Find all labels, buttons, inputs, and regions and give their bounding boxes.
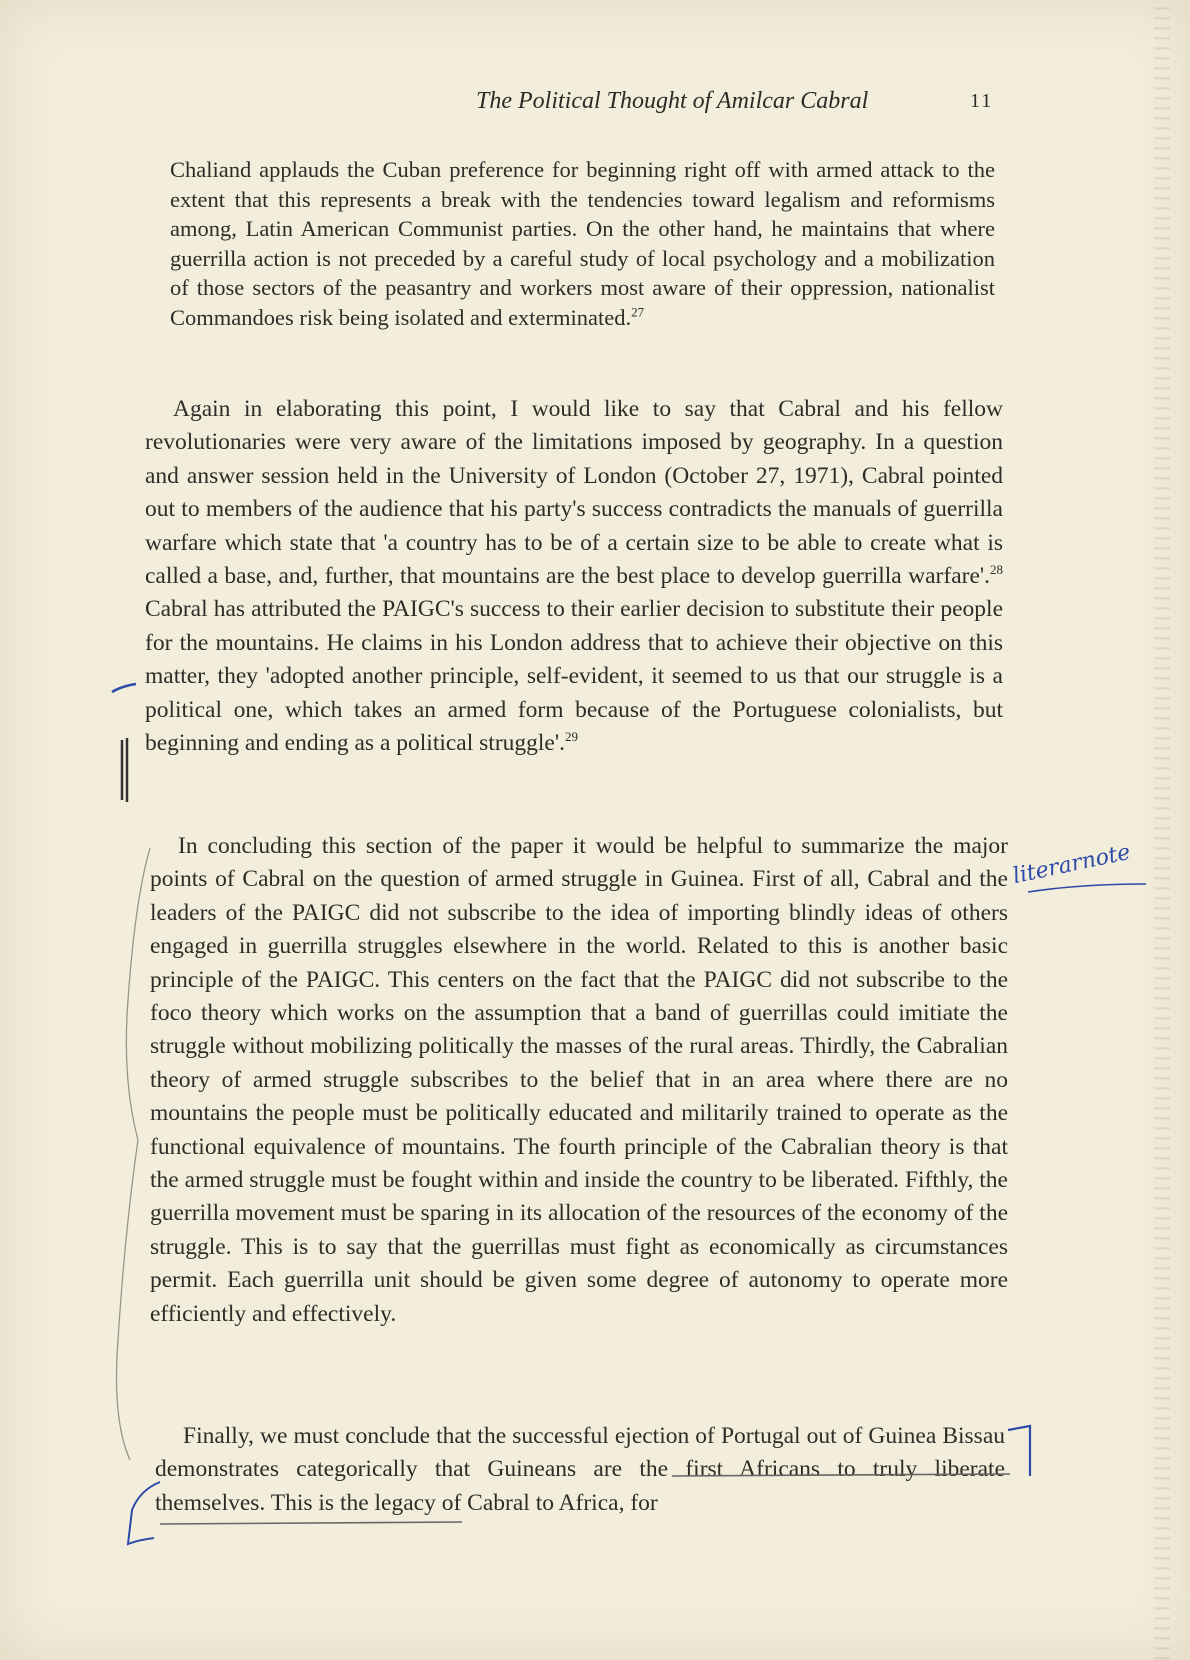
margin-arrow-mark: [112, 684, 136, 692]
pencil-margin-line: [117, 848, 151, 1460]
paragraph-text: Again in elaborating this point, I would like to say that Cabral and his fellow revolutionaries were very aware of the limitations imposed by geography. In a question and answer session held in the University of London (October 27, 1971), Cabral pointed out to members of the audience that his party's success contradicts the manuals of guerrilla warfare which state that 'a country has to be of a certain size to be able to create what is called a base, and, further, that mountains are the best place to develop guerrilla warfare'.: [145, 396, 1003, 590]
paragraph-chaliand: [170, 155, 995, 332]
handwritten-margin-note: literarnote: [1010, 839, 1133, 890]
margin-bracket-mark: [122, 738, 127, 802]
paragraph-text: Cabral has attributed the PAIGC's success to their earlier decision to substitute their people for the mountains. He claims in his London address that to achieve their objective on this matter, they 'adopted another principle, self-evident, it seemed to us that our struggle is a political one, which takes an armed form because of the Portuguese colonialists, but beginning and ending as a political struggle'.: [145, 596, 1003, 757]
page-edge-binding: [1154, 0, 1170, 1660]
footnote-ref: 28: [990, 562, 1003, 578]
margin-underline: [1028, 884, 1146, 892]
page-number: 11: [970, 90, 994, 112]
paragraph-geography: [145, 393, 1003, 760]
footnote-ref: 29: [564, 729, 578, 745]
paragraph-conclusion: Finally, we must conclude that the successful ejection of Portugal out of Guinea Bissau demonstrates categorically that Guineans are the first Africans to truly liberate themselves. This is the legacy of Cabral to Africa, for: [155, 1423, 1005, 1516]
right-bracket-mark: [1008, 1426, 1030, 1476]
paragraph-text: Chaliand applauds the Cuban preference for beginning right off with armed attack to the extent that this represents a break with the tendencies toward legalism and reformisms among, Latin American Communist parties. On the other hand, he maintains that where guerrilla action is not preceded by a careful study of local psychology and a mobilization of those sectors of the peasantry and workers most aware of their oppression, nationalist Commandoes risk being isolated and exterminated.: [170, 157, 995, 330]
phrase-underline-2: [160, 1522, 462, 1524]
running-header: The Political Thought of Amilcar Cabral: [476, 88, 869, 114]
paragraph-summary: In concluding this section of the paper it would be helpful to summarize the major points of Cabral on the question of armed struggle in Guinea. First of all, Cabral and the leaders of the PAIGC did not subscribe to the idea of importing blindly ideas of others engaged in guerrilla struggles elsewhere in the world. Related to this is another basic principle of the PAIGC. This centers on the fact that the PAIGC did not subscribe to the foco theory which works on the assumption that a band of guerrillas could imitiate the struggle without mobilizing politically the masses of the rural areas. Thirdly, the Cabralian theory of armed struggle subscribes to the belief that in an area where there are no mountains the people must be politically educated and militarily trained to operate as the functional equivalence of mountains. The fourth principle of the Cabralian theory is that the armed struggle must be fought within and inside the country to be liberated. Fifthly, the guerrilla movement must be sparing in its allocation of the resources of the economy of the struggle. This is to say that the guerrillas must fight as economically as circumstances permit. Each guerrilla unit should be given some degree of autonomy to operate more efficiently and effectively.: [150, 833, 1008, 1327]
footnote-ref: 27: [631, 304, 645, 319]
